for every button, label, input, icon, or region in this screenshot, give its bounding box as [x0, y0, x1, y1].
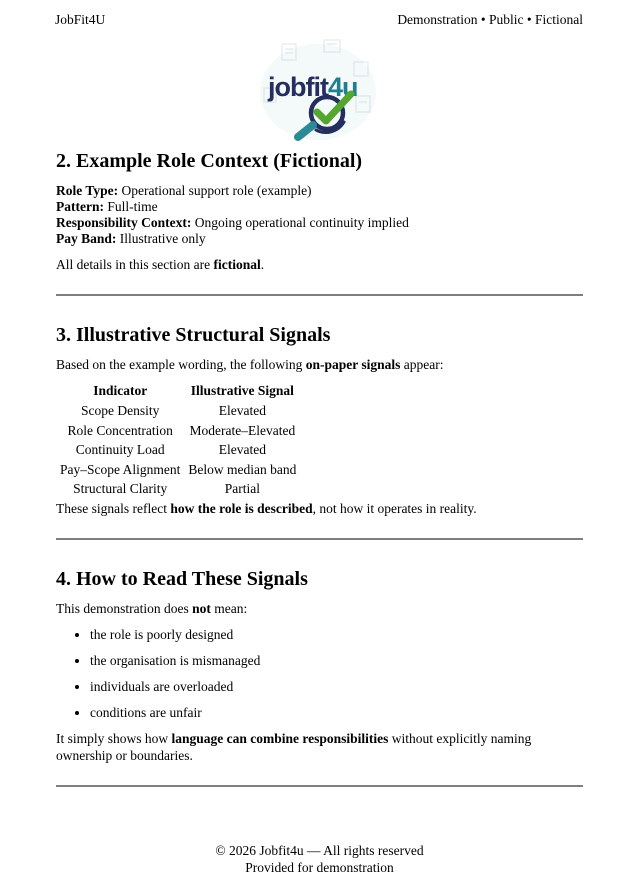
logo-text-accent: 4u — [327, 72, 358, 102]
field-value: Operational support role (example) — [118, 183, 312, 198]
intro-suffix: appear: — [400, 356, 444, 372]
footer-divider — [56, 785, 583, 787]
intro-suffix: mean: — [210, 600, 248, 616]
section4-intro — [56, 601, 583, 618]
outro-suffix: without explicitly naming ownership or boundaries. — [56, 731, 532, 764]
section-divider — [56, 294, 583, 296]
note-suffix: . — [260, 256, 265, 272]
table-cell: Elevated — [218, 402, 266, 418]
brand-text: JobFit4U — [55, 12, 106, 27]
section4 — [56, 568, 583, 766]
field-responsibility-context — [56, 215, 583, 231]
field-label: Responsibility Context: — [56, 214, 192, 230]
table-row — [56, 440, 300, 460]
table-header-row — [56, 381, 300, 401]
table-cell: Moderate–Elevated — [189, 422, 296, 438]
logo-graphic — [254, 36, 382, 144]
field-value: Full-time — [103, 198, 158, 214]
section4-outro — [56, 731, 583, 765]
table-cell: Continuity Load — [75, 442, 165, 458]
table-header-indicator: Indicator — [93, 383, 148, 399]
signals-table — [56, 381, 300, 498]
logo-container — [0, 36, 636, 144]
section3 — [56, 324, 583, 518]
jobfit4u-logo — [254, 36, 382, 144]
table-cell: Scope Density — [81, 402, 160, 418]
field-value: Ongoing operational continuity implied — [191, 214, 409, 230]
intro-prefix: Based on the example wording, the following — [56, 356, 306, 372]
list-item: • individuals are overloaded — [90, 679, 583, 695]
section-divider — [56, 538, 583, 540]
signals-meaning-list — [56, 627, 583, 721]
field-value: Illustrative only — [116, 230, 206, 246]
section3-intro — [56, 357, 583, 374]
list-item: • conditions are unfair — [90, 705, 583, 721]
intro-bold: on-paper signals — [305, 356, 401, 372]
table-row — [56, 479, 300, 499]
outro-bold: how the role is described — [170, 500, 313, 516]
page-footer — [56, 843, 583, 877]
document-body — [0, 150, 636, 877]
section4-title: 4. How to Read These Signals — [56, 567, 308, 590]
table-row — [56, 421, 300, 441]
list-item: • the organisation is mismanaged — [90, 653, 583, 669]
table-cell: Structural Clarity — [73, 481, 168, 497]
section2-title: 2. Example Role Context (Fictional) — [56, 150, 363, 172]
intro-bold: not — [192, 600, 211, 616]
field-pay-band — [56, 231, 583, 247]
field-label: Pattern: — [56, 198, 104, 214]
footer-copyright: © 2026 Jobfit4u — All rights reserved — [215, 843, 424, 859]
section3-title: 3. Illustrative Structural Signals — [56, 323, 331, 346]
table-row — [56, 401, 300, 421]
note-prefix: All details in this section are — [56, 256, 214, 272]
table-cell: Role Concentration — [67, 422, 173, 438]
table-cell: Pay–Scope Alignment — [60, 461, 181, 477]
table-header-signal: Illustrative Signal — [190, 383, 294, 399]
intro-prefix: This demonstration does — [56, 600, 193, 616]
field-pattern — [56, 199, 583, 215]
outro-prefix: It simply shows how — [56, 731, 172, 747]
outro-bold: language can combine responsibilities — [171, 731, 389, 747]
page-header — [0, 0, 636, 28]
table-row — [56, 460, 300, 480]
outro-prefix: These signals reflect — [56, 500, 171, 516]
section3-outro — [56, 501, 583, 518]
field-role-type — [56, 183, 583, 199]
note-bold: fictional — [213, 256, 261, 272]
field-label: Role Type: — [56, 183, 119, 198]
logo-text-main: jobfit — [268, 72, 328, 102]
table-cell: Elevated — [218, 442, 266, 458]
header-meta: Demonstration • Public • Fictional — [397, 12, 583, 27]
outro-suffix: , not how it operates in reality. — [312, 500, 477, 516]
section2-note — [56, 257, 583, 274]
footer-provided: Provided for demonstration — [245, 860, 394, 876]
table-cell: Below median band — [188, 461, 297, 477]
list-item: • the role is poorly designed — [90, 627, 583, 643]
field-label: Pay Band: — [56, 230, 117, 246]
table-cell: Partial — [224, 481, 260, 497]
